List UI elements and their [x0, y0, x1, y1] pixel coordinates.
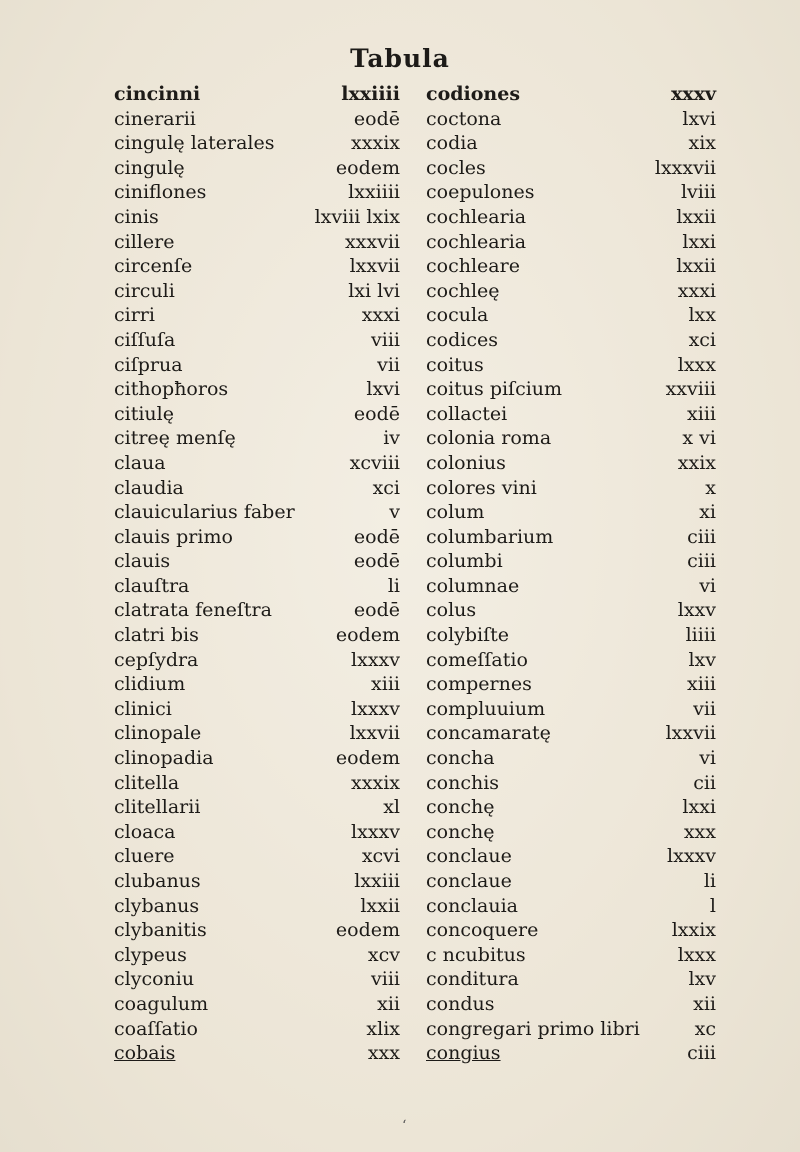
- index-term: cocula: [426, 304, 489, 327]
- index-term: cobais: [114, 1042, 176, 1065]
- index-entry: [426, 500, 716, 525]
- index-term: colores vini: [426, 476, 537, 499]
- index-reference: lxxii: [676, 255, 716, 278]
- index-entry: [114, 180, 400, 205]
- index-entry: [426, 697, 716, 722]
- index-reference: lxxiiii: [341, 83, 400, 105]
- index-reference: xxix: [677, 451, 716, 474]
- index-term: citreę menſę: [114, 427, 236, 450]
- index-term: cocles: [426, 156, 486, 179]
- index-reference: vi: [699, 747, 716, 770]
- index-term: columbarium: [426, 525, 554, 548]
- index-term: cluere: [114, 845, 175, 868]
- index-reference: lxxi: [682, 796, 716, 819]
- index-entry: [114, 1017, 400, 1042]
- index-reference: xxx: [367, 1042, 400, 1065]
- index-entry: [426, 992, 716, 1017]
- index-entry: [114, 426, 400, 451]
- index-reference: lxvi: [682, 107, 716, 130]
- index-term: cochleę: [426, 279, 500, 302]
- index-term: columnae: [426, 574, 520, 597]
- index-reference: xi: [699, 501, 716, 524]
- index-reference: xcviii: [349, 451, 400, 474]
- index-term: cochlearia: [426, 205, 527, 228]
- index-entry: [426, 476, 716, 501]
- index-entry: [114, 844, 400, 869]
- index-entry: [426, 1017, 716, 1042]
- index-entry: [114, 992, 400, 1017]
- index-column-right: [426, 82, 716, 1066]
- index-entry: [426, 844, 716, 869]
- index-reference: lxxxvii: [654, 156, 716, 179]
- index-entry: [114, 328, 400, 353]
- index-term: cingulę: [114, 156, 185, 179]
- index-entry: [114, 623, 400, 648]
- index-term: clinopale: [114, 722, 202, 745]
- index-reference: lxxvii: [349, 722, 400, 745]
- index-reference: lxv: [688, 968, 716, 991]
- index-entry: [426, 426, 716, 451]
- index-reference: eodem: [335, 156, 400, 179]
- index-term: clauis primo: [114, 525, 233, 548]
- index-entry: [114, 721, 400, 746]
- index-term: conclaue: [426, 845, 512, 868]
- index-entry: [426, 672, 716, 697]
- index-entry: [114, 254, 400, 279]
- index-entry: [426, 598, 716, 623]
- index-reference: lxxxv: [351, 820, 400, 843]
- index-term: clauſtra: [114, 574, 190, 597]
- index-reference: xxx: [683, 820, 716, 843]
- index-entry: [114, 402, 400, 427]
- index-term: congregari primo libri: [426, 1017, 640, 1040]
- index-term: c ncubitus: [426, 943, 526, 966]
- index-reference: xxxvii: [344, 230, 400, 253]
- index-reference: lxxiiii: [348, 181, 400, 204]
- index-term: columbi: [426, 550, 503, 573]
- index-entry: [114, 525, 400, 550]
- index-entry: [114, 476, 400, 501]
- index-term: ciſſuſa: [114, 328, 176, 351]
- index-term: cillere: [114, 230, 175, 253]
- index-term: coagulum: [114, 992, 209, 1015]
- index-term: concamaratę: [426, 722, 551, 745]
- index-entry: [114, 795, 400, 820]
- index-reference: li: [703, 870, 716, 892]
- index-reference: lxv: [688, 648, 716, 671]
- index-entry: [114, 943, 400, 968]
- index-term: comeſſatio: [426, 648, 528, 671]
- index-entry: [114, 746, 400, 771]
- index-term: circenſe: [114, 255, 193, 278]
- index-entry: [426, 353, 716, 378]
- index-term: concha: [426, 747, 495, 770]
- index-term: conchę: [426, 820, 495, 843]
- index-reference: lxxiii: [354, 870, 400, 892]
- index-reference: lxx: [688, 304, 716, 327]
- index-reference: lxxxv: [351, 648, 400, 671]
- index-term: codices: [426, 328, 498, 351]
- index-entry: [426, 107, 716, 132]
- index-entry: [426, 525, 716, 550]
- index-term: codiones: [426, 83, 521, 105]
- index-entry: [426, 279, 716, 304]
- index-term: conclauia: [426, 894, 519, 917]
- index-term: conchę: [426, 796, 495, 819]
- index-reference: xlix: [366, 1017, 400, 1040]
- index-reference: lxxvii: [349, 255, 400, 278]
- index-entry: [426, 254, 716, 279]
- index-entry: [114, 549, 400, 574]
- index-entry: [426, 918, 716, 943]
- index-entry: [114, 156, 400, 181]
- index-entry: [114, 894, 400, 919]
- index-term: clatrata feneſtra: [114, 599, 272, 622]
- index-term: coitus piſcium: [426, 378, 563, 401]
- index-entry: [426, 131, 716, 156]
- index-entry: [114, 131, 400, 156]
- index-reference: lxxii: [360, 894, 400, 917]
- index-entry: [426, 1041, 716, 1066]
- index-term: colonius: [426, 451, 506, 474]
- index-reference: xxxi: [677, 279, 716, 302]
- index-reference: ciii: [687, 525, 716, 548]
- index-reference: lxxx: [677, 943, 716, 966]
- index-reference: lxxii: [676, 205, 716, 228]
- index-entry: [426, 820, 716, 845]
- index-entry: [426, 82, 716, 107]
- index-entry: [426, 377, 716, 402]
- index-entry: [114, 771, 400, 796]
- index-term: conditura: [426, 968, 519, 991]
- index-term: cloaca: [114, 820, 176, 843]
- index-entry: [114, 648, 400, 673]
- index-entry: [114, 82, 400, 107]
- index-term: clyconiu: [114, 968, 195, 991]
- index-entry: [114, 869, 400, 894]
- index-entry: [114, 967, 400, 992]
- index-reference: eodē: [353, 525, 400, 548]
- index-term: clidium: [114, 673, 186, 696]
- index-reference: lxxxv: [667, 845, 716, 868]
- index-entry: [114, 353, 400, 378]
- index-term: cinis: [114, 205, 159, 228]
- index-reference: xci: [372, 476, 400, 499]
- index-reference: xiii: [687, 673, 716, 696]
- index-reference: eodē: [353, 107, 400, 130]
- index-term: coitus: [426, 353, 484, 376]
- index-term: cinerarii: [114, 107, 196, 130]
- index-reference: lxviii lxix: [314, 205, 400, 228]
- index-term: claua: [114, 451, 166, 474]
- index-term: cithopħoros: [114, 378, 229, 401]
- index-term: coctona: [426, 107, 502, 130]
- index-entry: [426, 795, 716, 820]
- index-reference: eodem: [335, 747, 400, 770]
- index-reference: xxxi: [361, 304, 400, 327]
- index-entry: [114, 1041, 400, 1066]
- index-term: clypeus: [114, 943, 187, 966]
- index-reference: ciii: [687, 550, 716, 573]
- index-entry: [426, 303, 716, 328]
- index-reference: x: [705, 476, 716, 499]
- index-entry: [426, 402, 716, 427]
- index-reference: xl: [383, 796, 400, 819]
- index-entry: [114, 107, 400, 132]
- index-entry: [426, 648, 716, 673]
- index-reference: lxxix: [671, 919, 716, 942]
- index-entry: [426, 746, 716, 771]
- index-reference: xxxix: [351, 132, 400, 155]
- index-term: clinici: [114, 697, 172, 720]
- index-term: clybanitis: [114, 919, 207, 942]
- page-title: Tabula: [350, 44, 450, 73]
- index-entry: [426, 328, 716, 353]
- index-entry: [426, 205, 716, 230]
- index-reference: eodem: [335, 919, 400, 942]
- index-entry: [114, 598, 400, 623]
- index-term: cepſydra: [114, 648, 199, 671]
- index-entry: [426, 869, 716, 894]
- index-reference: lxxi: [682, 230, 716, 253]
- index-term: condus: [426, 992, 495, 1015]
- index-reference: cii: [693, 771, 716, 794]
- index-term: circuli: [114, 279, 175, 302]
- index-term: compernes: [426, 673, 532, 696]
- index-reference: liiii: [685, 624, 716, 647]
- index-term: cirri: [114, 304, 155, 327]
- index-term: conchis: [426, 771, 500, 794]
- index-reference: xc: [694, 1017, 716, 1040]
- index-reference: vii: [693, 697, 716, 720]
- index-entry: [426, 574, 716, 599]
- index-reference: lxxvii: [665, 722, 716, 745]
- index-term: colum: [426, 501, 485, 524]
- index-entry: [426, 230, 716, 255]
- index-term: clubanus: [114, 870, 201, 892]
- index-reference: lxi lvi: [348, 279, 400, 302]
- index-term: codia: [426, 132, 478, 155]
- index-entry: [114, 205, 400, 230]
- index-entry: [426, 943, 716, 968]
- index-entry: [114, 574, 400, 599]
- index-reference: viii: [371, 328, 400, 351]
- index-reference: l: [709, 894, 716, 917]
- index-reference: x vi: [682, 427, 716, 450]
- index-entry: [426, 721, 716, 746]
- index-reference: vii: [377, 353, 400, 376]
- index-reference: li: [387, 574, 400, 597]
- index-term: concoquere: [426, 919, 539, 942]
- index-term: collactei: [426, 402, 508, 425]
- index-term: cingulę laterales: [114, 132, 275, 155]
- index-reference: xci: [688, 328, 716, 351]
- index-term: clauicularius faber: [114, 501, 295, 524]
- footer-mark: ʻ: [402, 1118, 407, 1134]
- index-term: clinopadia: [114, 747, 214, 770]
- index-term: ciſprua: [114, 353, 183, 376]
- index-reference: xii: [377, 992, 400, 1015]
- index-column-left: [114, 82, 400, 1066]
- index-reference: v: [389, 501, 400, 524]
- index-reference: xxviii: [665, 378, 716, 401]
- index-reference: viii: [371, 968, 400, 991]
- index-term: coaſſatio: [114, 1017, 198, 1040]
- index-term: conclaue: [426, 870, 512, 892]
- index-entry: [114, 377, 400, 402]
- index-entry: [426, 180, 716, 205]
- index-term: clatri bis: [114, 624, 199, 647]
- index-reference: lxxxv: [351, 697, 400, 720]
- index-reference: xii: [693, 992, 716, 1015]
- index-term: citiulę: [114, 402, 174, 425]
- index-term: clitella: [114, 771, 180, 794]
- index-entry: [426, 967, 716, 992]
- index-term: clauis: [114, 550, 171, 573]
- index-term: clybanus: [114, 894, 200, 917]
- index-term: congius: [426, 1042, 501, 1065]
- index-entry: [114, 672, 400, 697]
- index-term: clitellarii: [114, 796, 201, 819]
- index-reference: lxvi: [366, 378, 400, 401]
- index-entry: [426, 156, 716, 181]
- index-reference: xix: [688, 132, 716, 155]
- index-entry: [114, 820, 400, 845]
- index-reference: xiii: [371, 673, 400, 696]
- index-term: colybiſte: [426, 624, 510, 647]
- index-term: coepulones: [426, 181, 535, 204]
- index-entry: [114, 500, 400, 525]
- index-reference: xcv: [367, 943, 400, 966]
- index-reference: eodem: [335, 624, 400, 647]
- index-term: cochlearia: [426, 230, 527, 253]
- index-entry: [426, 623, 716, 648]
- index-reference: ciii: [687, 1042, 716, 1065]
- index-entry: [114, 697, 400, 722]
- index-reference: lviii: [680, 181, 716, 204]
- index-reference: eodē: [353, 599, 400, 622]
- index-term: ciniflones: [114, 181, 207, 204]
- index-reference: lxxv: [677, 599, 716, 622]
- index-entry: [114, 279, 400, 304]
- index-entry: [426, 451, 716, 476]
- index-entry: [114, 918, 400, 943]
- index-entry: [426, 771, 716, 796]
- index-term: cincinni: [114, 83, 201, 105]
- index-reference: vi: [699, 574, 716, 597]
- index-entry: [426, 894, 716, 919]
- index-term: colonia roma: [426, 427, 552, 450]
- index-entry: [114, 303, 400, 328]
- index-term: claudia: [114, 476, 184, 499]
- index-reference: xcvi: [361, 845, 400, 868]
- index-reference: lxxx: [677, 353, 716, 376]
- index-term: cochleare: [426, 255, 520, 278]
- index-reference: eodē: [353, 402, 400, 425]
- index-reference: iv: [383, 427, 400, 450]
- index-entry: [426, 549, 716, 574]
- index-entry: [114, 230, 400, 255]
- index-term: colus: [426, 599, 477, 622]
- index-entry: [114, 451, 400, 476]
- index-reference: xxxv: [670, 83, 716, 105]
- index-reference: xxxix: [351, 771, 400, 794]
- index-reference: xiii: [687, 402, 716, 425]
- index-reference: eodē: [353, 550, 400, 573]
- index-term: compluuium: [426, 697, 546, 720]
